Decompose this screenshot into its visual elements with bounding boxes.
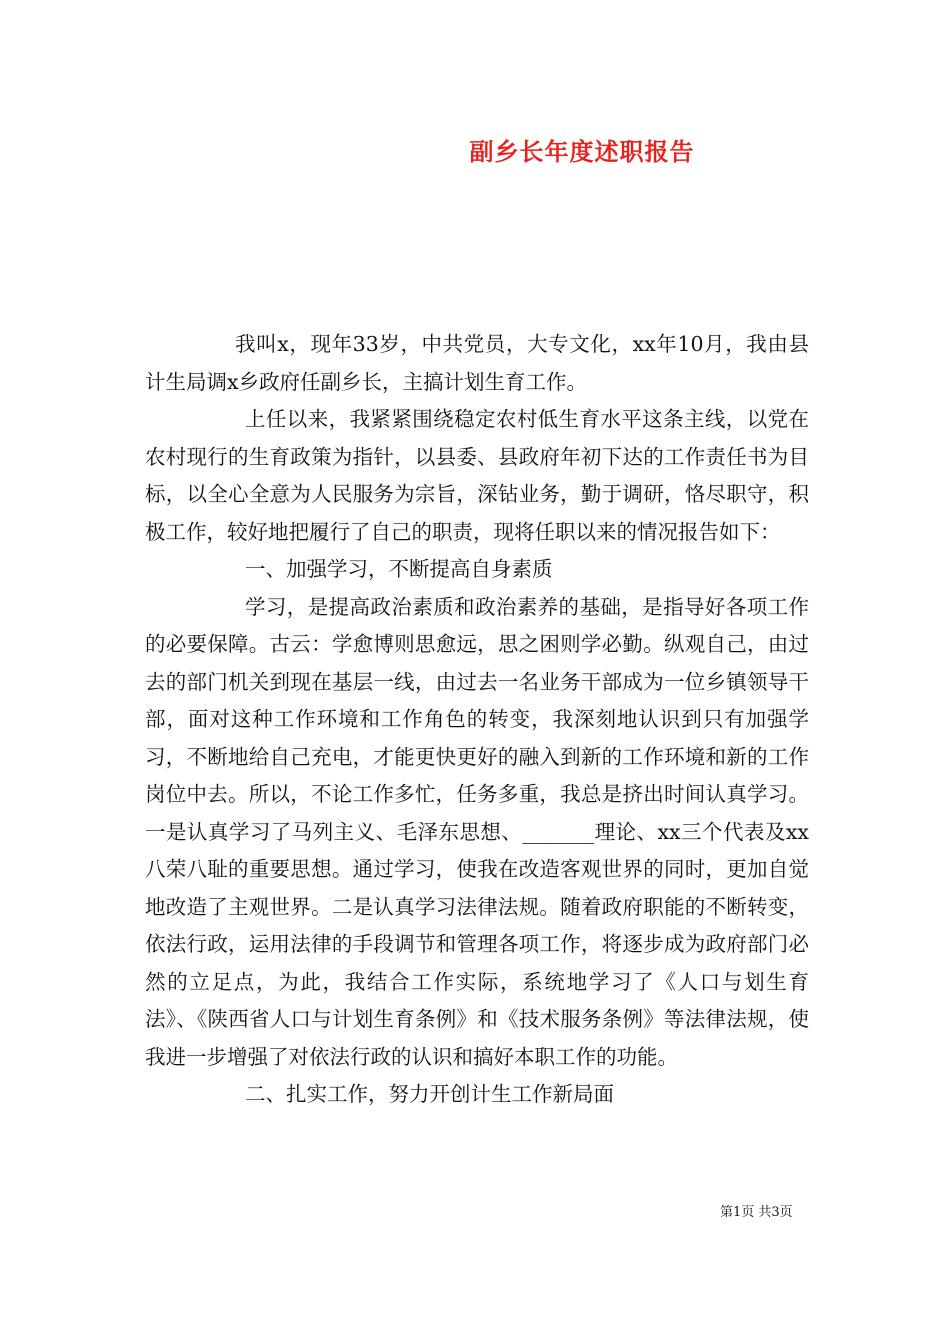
page-number: 第1页 共3页 <box>720 1205 793 1220</box>
paragraph-study: 学习，是提高政治素质和政治素养的基础，是指导好各项工作的必要保障。古云：学愈博则思愈远，思之困则学必勤。纵观自己，由过去的部门机关到现在基层一线，由过去一名业务干部成为一位乡镇领导干部，面对这种工作环境和工作角色的转变，我深刻地认识到只有加强学习，不断地给自己充电，才能更快更好的融入到新的工作环境和新的工作岗位中去。所以，不论工作多忙，任务多重，我总是挤出时间认真学习。一是认真学习了马列主义、毛泽东思想、_______理论、xx三个代表及xx八荣八耻的重要思想。通过学习，使我在改造客观世界的同时，更加自觉地改造了主观世界。二是认真学习法律法规。随着政府职能的不断转变，依法行政，运用法律的手段调节和管理各项工作，将逐步成为政府部门必然的立足点，为此，我结合工作实际，系统地学习了《人口与划生育法》、《陕西省人口与计划生育条例》和《技术服务条例》等法律法规，使我进一步增强了对依法行政的认识和搞好本职工作的功能。 <box>145 594 809 1069</box>
section-heading-1: 一、加强学习，不断提高自身素质 <box>245 557 553 581</box>
paragraph-overview: 上任以来，我紧紧围绕稳定农村低生育水平这条主线，以党在农村现行的生育政策为指针，以县委、县政府年初下达的工作责任书为目标，以全心全意为人民服务为宗旨，深钻业务，勤于调研，恪尽职守，积极工作，较好地把履行了自己的职责，现将任职以来的情况报告如下： <box>145 407 809 544</box>
document-body <box>145 326 809 1114</box>
paragraph-intro: 我叫x，现年33岁，中共党员，大专文化，xx年10月，我由县计生局调x乡政府任副乡长，主搞计划生育工作。 <box>145 332 809 394</box>
section-heading-2: 二、扎实工作，努力开创计生工作新局面 <box>245 1082 614 1106</box>
document-title: 副乡长年度述职报告 <box>469 137 695 166</box>
